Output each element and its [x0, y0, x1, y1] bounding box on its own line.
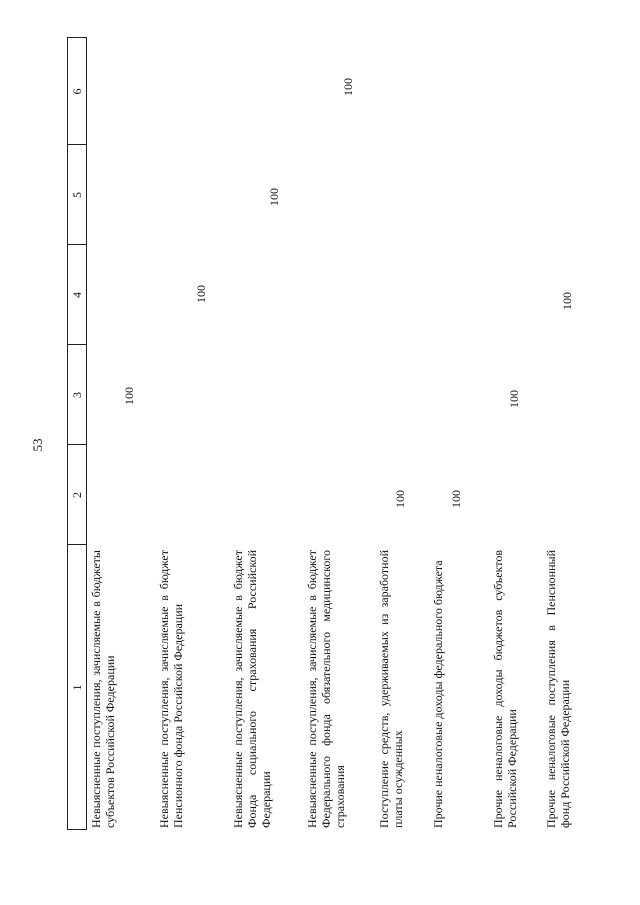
cell-value: 100 [560, 292, 574, 310]
cell-value: 100 [393, 490, 407, 508]
cell-value: 100 [341, 78, 355, 96]
page-number: 53 [30, 438, 45, 452]
column-header-4: 4 [70, 292, 84, 298]
row-label: Прочие неналоговые доходы федерального бюджета [431, 560, 445, 828]
row-label: Поступление средств, удерживаемых из заработной платы осужденных [377, 550, 405, 828]
cell-value: 100 [449, 490, 463, 508]
row-label: Невыясненные поступления, зачисляемые в бюджет Пенсионного фонда Российской Федерации [157, 550, 185, 828]
column-header-6: 6 [70, 88, 84, 95]
header-bottom-border [86, 37, 87, 830]
row-label: Прочие неналоговые поступления в Пенсионный фонд Российской Федерации [544, 550, 572, 828]
cell-value: 100 [507, 390, 521, 408]
column-header-3: 3 [70, 392, 84, 398]
rotated-table-stage [67, 37, 585, 830]
column-header-1: 1 [70, 684, 84, 691]
data-table [67, 37, 585, 830]
row-label: Невыясненные поступления, зачисляемые в бюджет Фонда социального страхования Российской Федерации [231, 550, 273, 828]
cell-value: 100 [194, 285, 208, 303]
row-label: Невыясненные поступления, зачисляемые в бюджеты субъектов Российской Федерации [89, 550, 117, 828]
row-label: Прочие неналоговые доходы бюджетов субъектов Российской Федерации [491, 550, 519, 828]
column-header-5: 5 [70, 192, 84, 198]
row-label: Невыясненные поступления, зачисляемые в бюджет Федерального фонда обязательного медицинского страхования [305, 550, 347, 828]
column-header-2: 2 [70, 492, 84, 498]
cell-value: 100 [267, 188, 281, 206]
cell-value: 100 [122, 387, 136, 405]
